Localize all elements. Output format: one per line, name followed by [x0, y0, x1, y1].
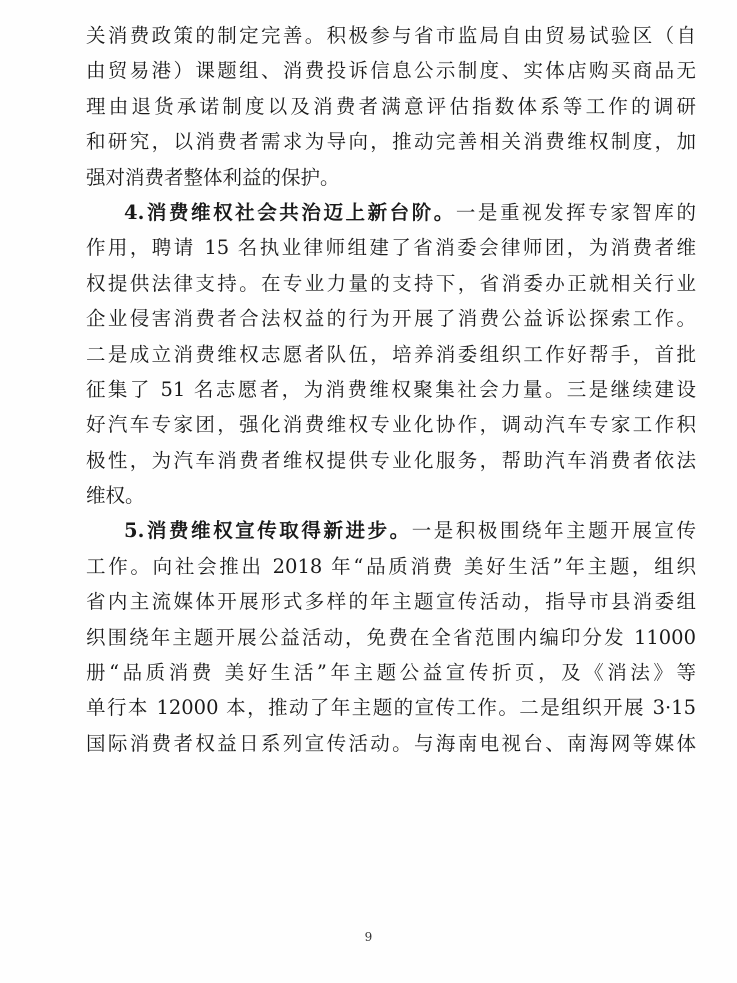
body-text [86, 18, 696, 761]
text-line: 理由退货承诺制度以及消费者满意评估指数体系等工作的调研 [86, 94, 696, 118]
text-line: 省内主流媒体开展形式多样的年主题宣传活动，指导市县消委组 [86, 590, 696, 614]
text-line: 国际消费者权益日系列宣传活动。与海南电视台、南海网等媒体 [86, 731, 696, 755]
text-line: 织围绕年主题开展公益活动，免费在全省范围内编印分发 11000 [86, 625, 696, 649]
text-line [86, 195, 696, 230]
section-heading-4: 4.消费维权社会共治迈上新台阶。 [124, 200, 456, 224]
text-line: 工作。向社会推出 2018 年“品质消费 美好生活”年主题，组织 [86, 554, 696, 578]
text-line: 征集了 51 名志愿者，为消费维权聚集社会力量。三是继续建设 [86, 377, 696, 401]
text-span: 一是重视发挥专家智库的 [455, 200, 696, 224]
text-line: 权提供法律支持。在专业力量的支持下，省消委办正就相关行业 [86, 271, 696, 295]
text-line: 强对消费者整体利益的保护。 [86, 165, 340, 189]
text-line: 作用，聘请 15 名执业律师组建了省消委会律师团，为消费者维 [86, 236, 696, 260]
text-line: 极性，为汽车消费者维权提供专业化服务，帮助汽车消费者依法 [86, 448, 696, 472]
text-line: 册“品质消费 美好生活”年主题公益宣传折页，及《消法》等 [86, 661, 696, 685]
text-line: 维权。 [86, 484, 145, 508]
text-line [86, 513, 696, 548]
text-line: 由贸易港）课题组、消费投诉信息公示制度、实体店购买商品无 [86, 59, 696, 83]
page-number: 9 [364, 930, 373, 944]
text-line: 单行本 12000 本，推动了年主题的宣传工作。二是组织开展 3·15 [86, 696, 696, 720]
text-line: 关消费政策的制定完善。积极参与省市监局自由贸易试验区（自 [86, 24, 696, 47]
paragraph-3 [86, 513, 696, 761]
text-span: 一是积极围绕年主题开展宣传 [411, 519, 696, 543]
section-heading-5: 5.消费维权宣传取得新进步。 [124, 519, 412, 543]
text-line: 二是成立消费维权志愿者队伍，培养消委组织工作好帮手，首批 [86, 342, 696, 366]
text-line: 企业侵害消费者合法权益的行为开展了消费公益诉讼探索工作。 [86, 307, 696, 331]
text-line: 和研究，以消费者需求为导向，推动完善相关消费维权制度，加 [86, 130, 696, 154]
paragraph-2 [86, 195, 696, 514]
paragraph-1 [86, 18, 696, 195]
text-line: 好汽车专家团，强化消费维权专业化协作，调动汽车专家工作积 [86, 413, 696, 437]
